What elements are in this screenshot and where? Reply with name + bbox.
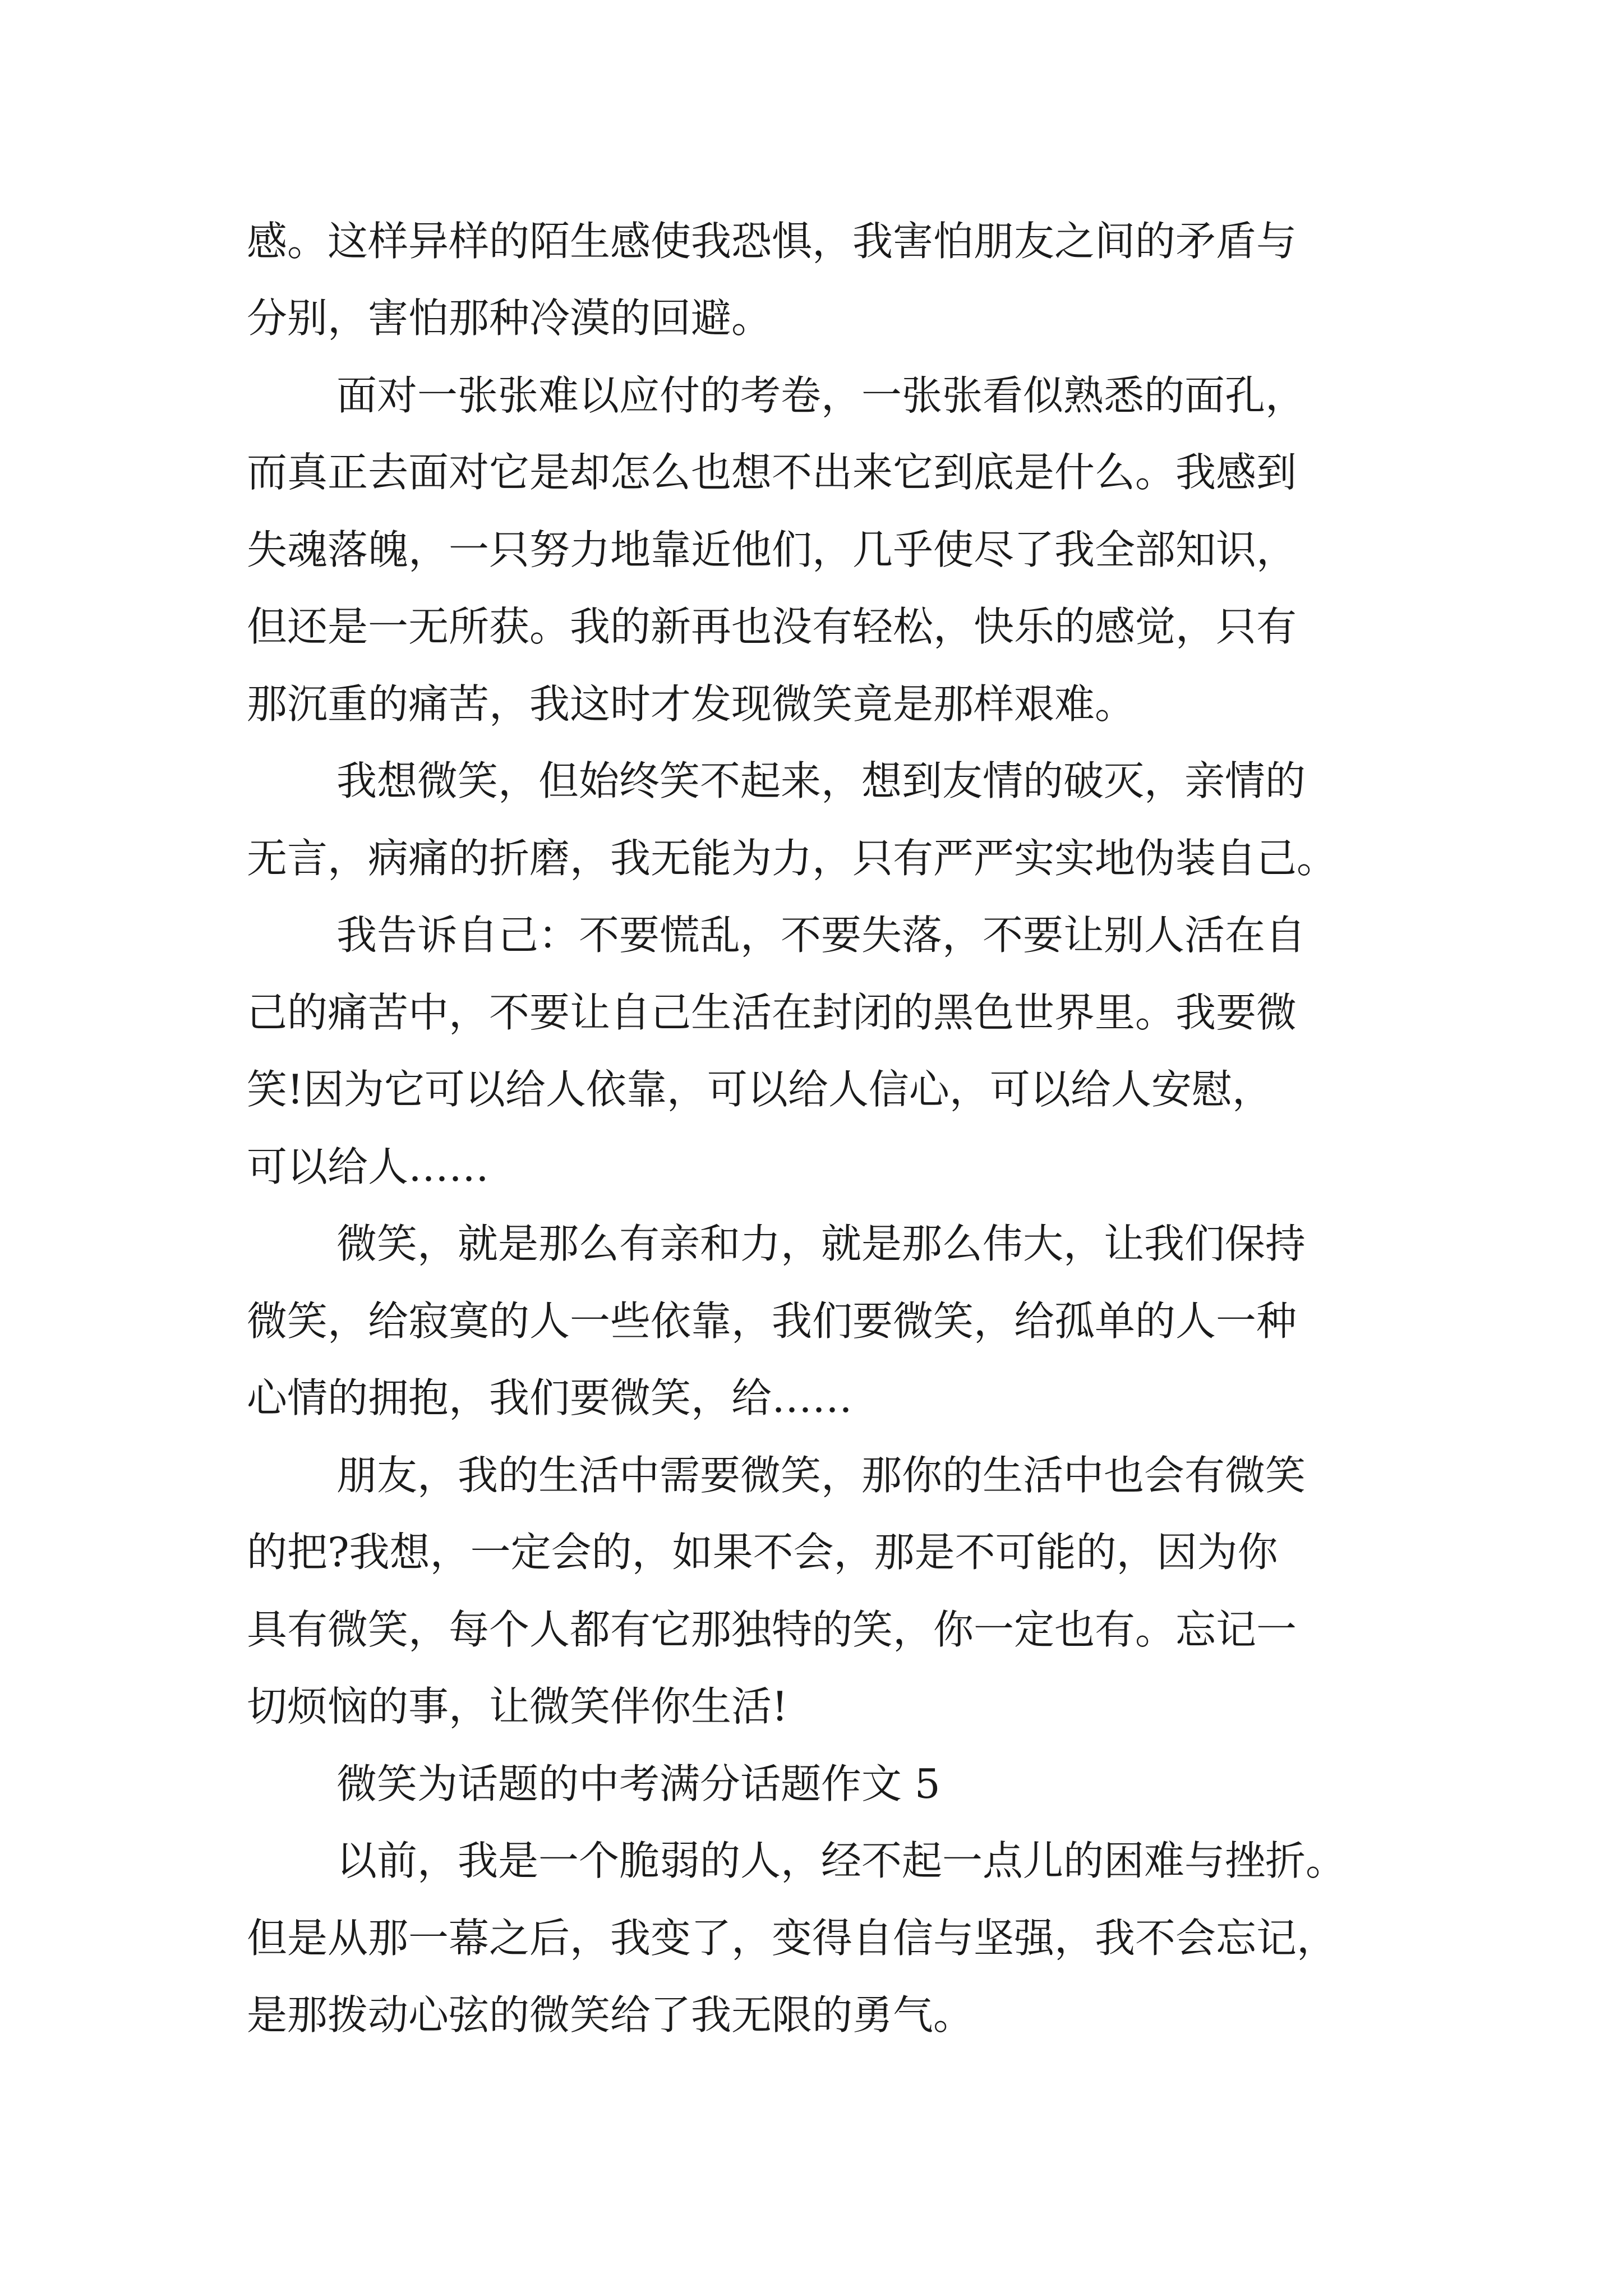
text-line: 面对一张张难以应付的考卷，一张张看似熟悉的面孔，	[336, 372, 1306, 419]
text-line: 具有微笑，每个人都有它那独特的笑，你一定也有。忘记一	[247, 1606, 1297, 1653]
text-line: 我告诉自己：不要慌乱，不要失落，不要让别人活在自	[336, 912, 1306, 959]
text-line: 我想微笑，但始终笑不起来，想到友情的破灭，亲情的	[336, 757, 1306, 804]
text-line: 笑!因为它可以给人依靠，可以给人信心，可以给人安慰，	[247, 1066, 1272, 1113]
text-line: 可以给人……	[247, 1143, 490, 1190]
text-line: 那沉重的痛苦，我这时才发现微笑竟是那样艰难。	[247, 680, 1136, 728]
text-line: 切烦恼的事，让微笑伴你生活!	[247, 1683, 788, 1730]
text-line: 是那拨动心弦的微笑给了我无限的勇气。	[247, 1991, 974, 2039]
text-line: 微笑，给寂寞的人一些依靠，我们要微笑，给孤单的人一种	[247, 1297, 1297, 1345]
text-line: 微笑，就是那么有亲和力，就是那么伟大，让我们保持	[336, 1220, 1306, 1267]
text-line: 心情的拥抱，我们要微笑，给……	[247, 1374, 853, 1421]
text-line: 但是从那一幕之后，我变了，变得自信与坚强，我不会忘记，	[247, 1915, 1338, 1962]
text-line: 分别，害怕那种冷漠的回避。	[247, 295, 772, 342]
section-heading: 微笑为话题的中考满分话题作文 5	[336, 1760, 940, 1807]
text-line: 而真正去面对它是却怎么也想不出来它到底是什么。我感到	[247, 449, 1297, 496]
text-line: 己的痛苦中，不要让自己生活在封闭的黑色世界里。我要微	[247, 989, 1297, 1036]
text-line: 感。这样异样的陌生感使我恐惧，我害怕朋友之间的矛盾与	[247, 218, 1297, 265]
text-line: 朋友，我的生活中需要微笑，那你的生活中也会有微笑	[336, 1452, 1306, 1499]
text-line: 无言，病痛的折磨，我无能为力，只有严严实实地伪装自己。	[247, 835, 1338, 882]
text-line: 但还是一无所获。我的新再也没有轻松，快乐的感觉，只有	[247, 603, 1297, 650]
text-line: 以前，我是一个脆弱的人，经不起一点儿的困难与挫折。	[336, 1837, 1347, 1884]
text-line: 失魂落魄，一只努力地靠近他们，几乎使尽了我全部知识，	[247, 526, 1297, 573]
text-line: 的把?我想，一定会的，如果不会，那是不可能的，因为你	[247, 1529, 1278, 1576]
